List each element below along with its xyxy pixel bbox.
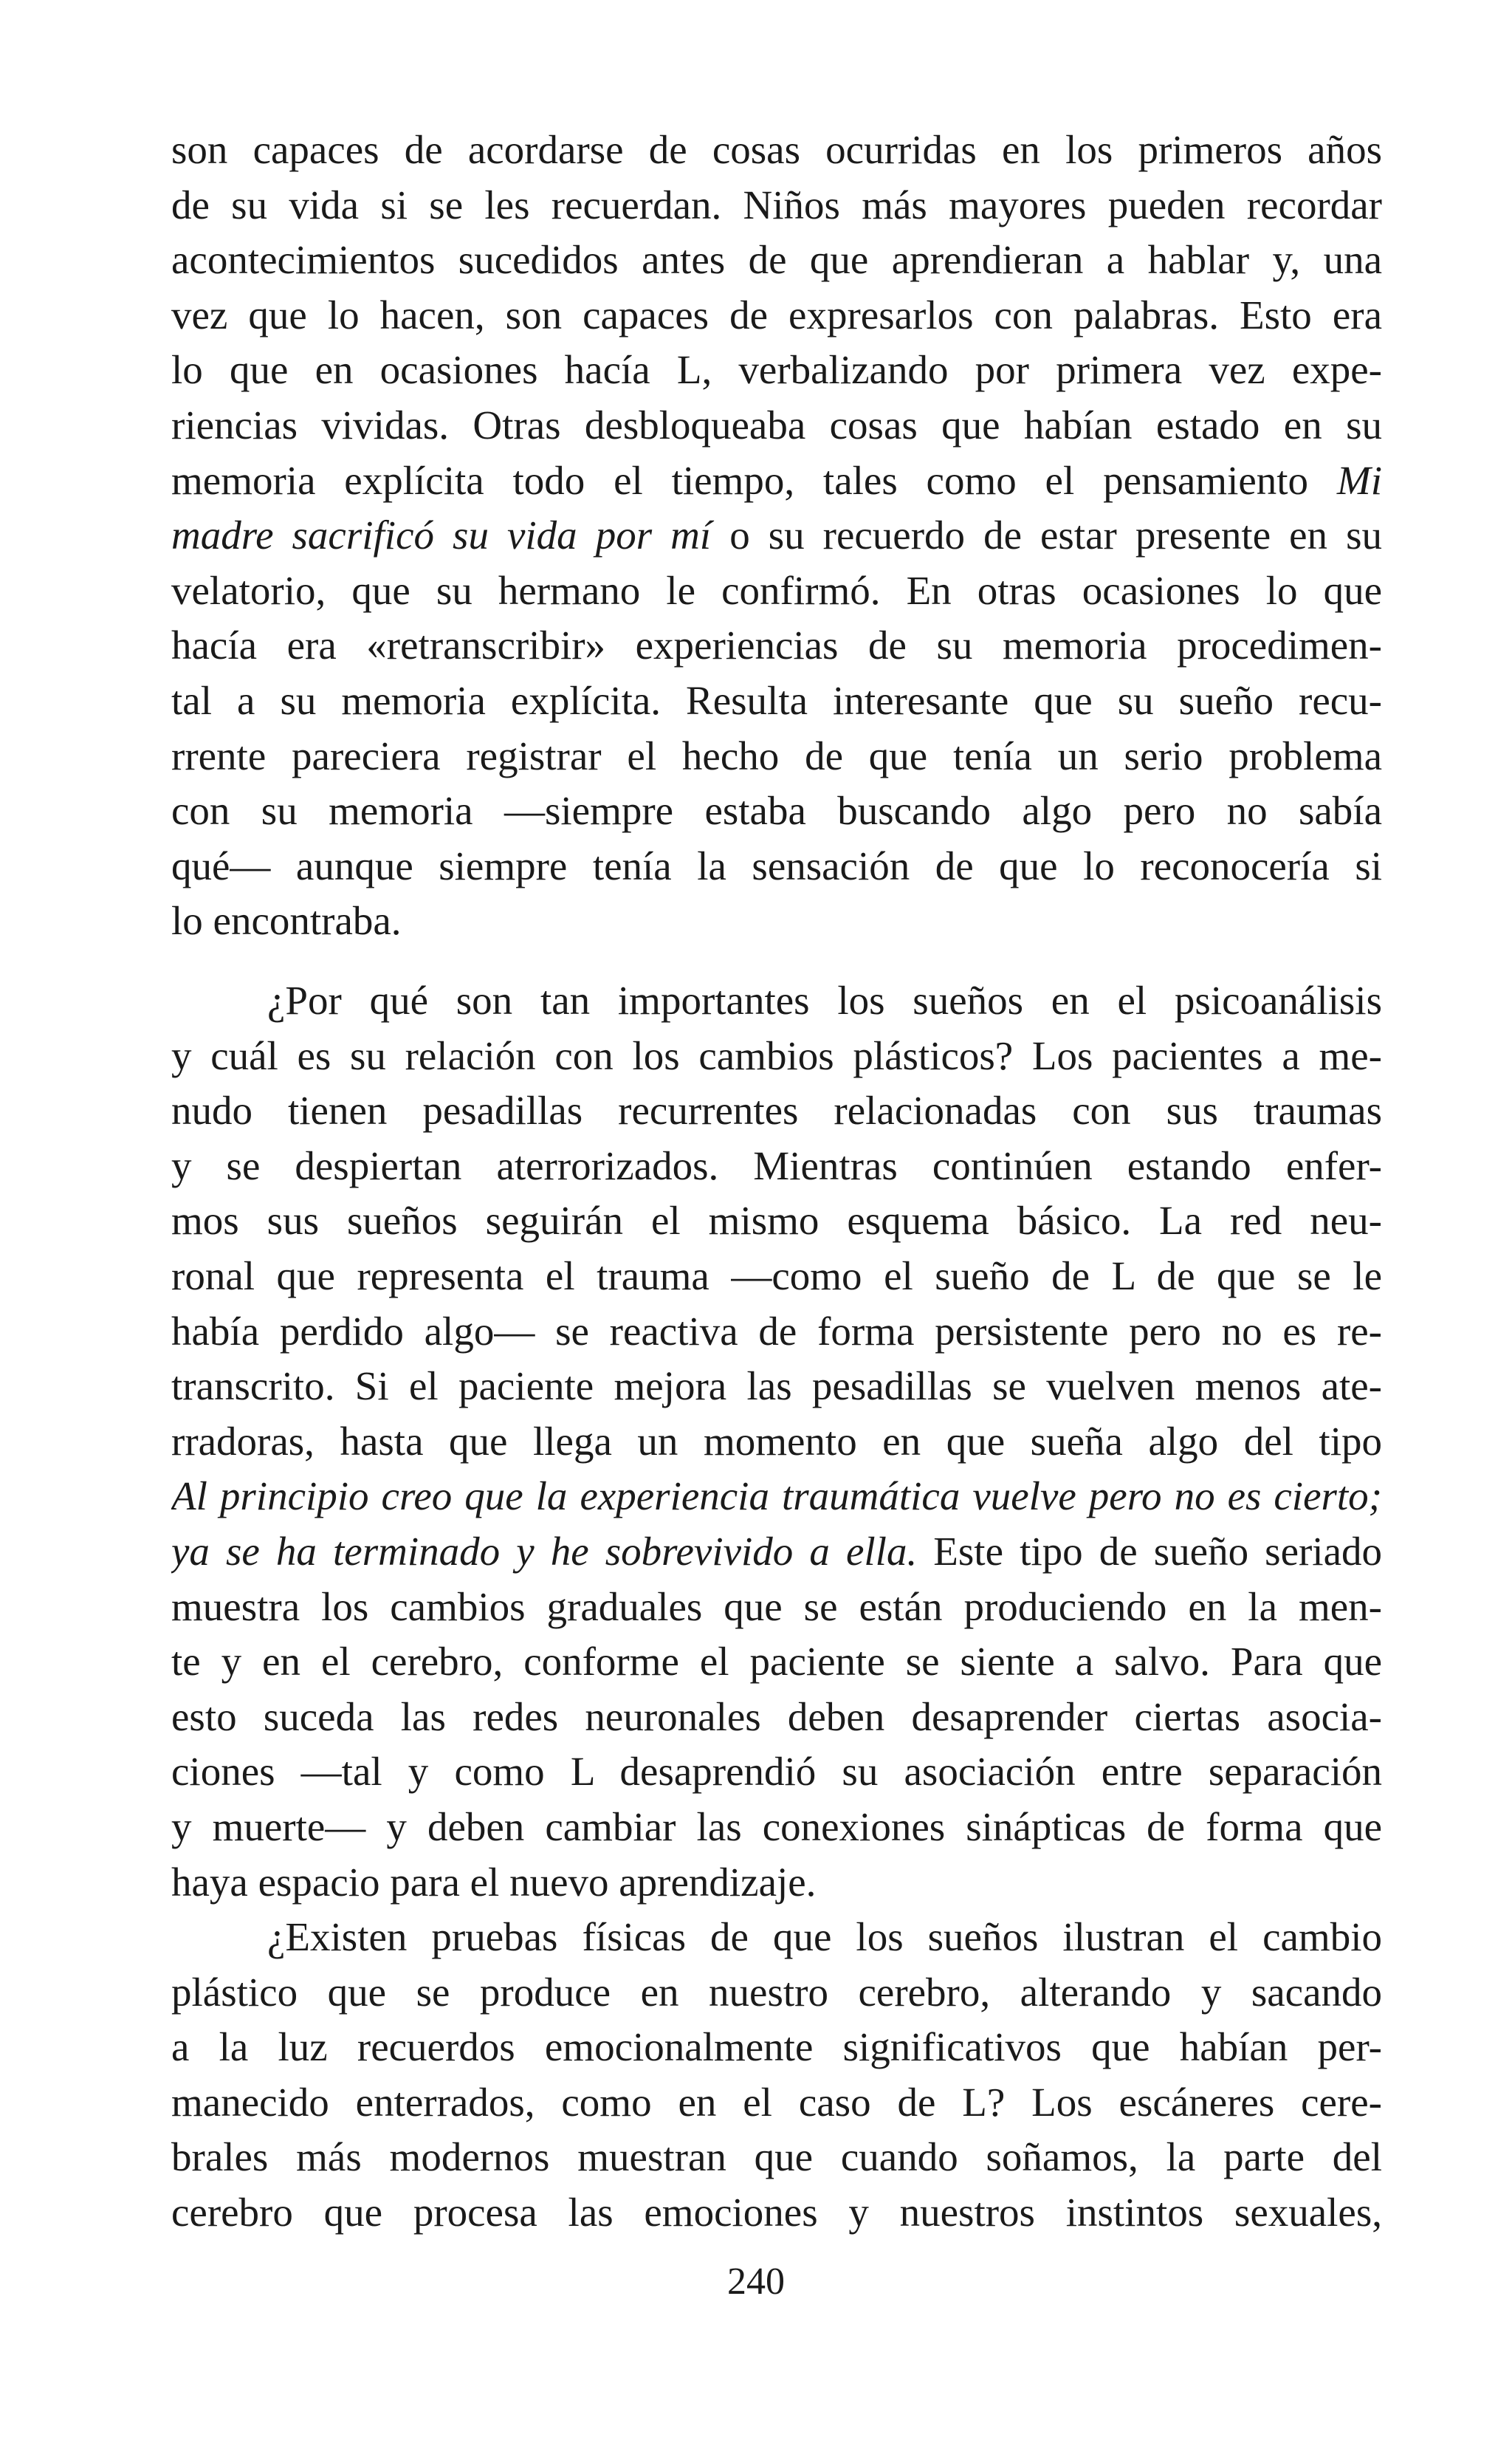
text-line: lo que en ocasiones hacía L, verbalizando por primera vez expe-	[171, 347, 1382, 393]
text-line: mos sus sueños seguirán el mismo esquema básico. La red neu-	[171, 1198, 1382, 1244]
text-line: acontecimientos sucedidos antes de que aprendieran a hablar y, una	[171, 237, 1382, 283]
text-segment: memoria explícita todo el tiempo, tales como el pensamiento	[171, 457, 1309, 503]
text-line: haya espacio para el nuevo aprendizaje.	[171, 1859, 817, 1905]
text-line: velatorio, que su hermano le confirmó. En otras ocasiones lo que	[171, 567, 1382, 613]
text-line: lo encontraba.	[171, 898, 402, 944]
text-line	[171, 1469, 1382, 1524]
text-line: te y en el cerebro, conforme el paciente se siente a salvo. Para que	[171, 1639, 1382, 1685]
text-segment: Este tipo de sueño seriado	[917, 1528, 1382, 1574]
text-line: plástico que se produce en nuestro cerebro, alterando y sacando	[171, 1969, 1382, 2015]
text-line: cerebro que procesa las emociones y nuestros instintos sexuales,	[171, 2190, 1382, 2235]
text-line: riencias vividas. Otras desbloqueaba cosas que habían estado en su	[171, 402, 1382, 448]
text-line: muestra los cambios graduales que se están produciendo en la men-	[171, 1583, 1382, 1629]
text-line: de su vida si se les recuerdan. Niños más mayores pueden recordar	[171, 182, 1382, 227]
italic-segment: ya se ha terminado y he sobrevivido a ella.	[171, 1528, 918, 1574]
italic-segment: Mi	[1336, 457, 1382, 503]
paragraph-continuation	[171, 123, 1382, 949]
text-line: brales más modernos muestran que cuando soñamos, la parte del	[171, 2134, 1382, 2180]
text-line: ciones —tal y como L desaprendió su asociación entre separación	[171, 1749, 1382, 1795]
text-line: vez que lo hacen, son capaces de expresarlos con palabras. Esto era	[171, 292, 1382, 337]
text-line	[171, 508, 1382, 563]
text-line	[171, 453, 1382, 509]
text-line: rrente pareciera registrar el hecho de que tenía un serio problema	[171, 733, 1382, 778]
italic-segment: madre sacrificó su vida por mí	[171, 513, 712, 558]
text-line: nudo tienen pesadillas recurrentes relacionadas con sus traumas	[171, 1088, 1382, 1134]
text-line	[171, 1524, 1382, 1580]
text-line: había perdido algo— se reactiva de forma persistente pero no es re-	[171, 1308, 1382, 1354]
text-line: a la luz recuerdos emocionalmente significativos que habían per-	[171, 2024, 1382, 2070]
text-line: ¿Por qué son tan importantes los sueños en el psicoanálisis	[267, 978, 1382, 1023]
text-line: son capaces de acordarse de cosas ocurridas en los primeros años	[171, 127, 1382, 172]
text-line: ronal que representa el trauma —como el sueño de L de que se le	[171, 1253, 1382, 1298]
paragraph-dreams	[171, 973, 1382, 2241]
text-line: hacía era «retranscribir» experiencias de su memoria procedimen-	[171, 623, 1382, 668]
page-number: 240	[727, 2261, 785, 2303]
text-line: manecido enterrados, como en el caso de L? Los escáneres cere-	[171, 2079, 1382, 2125]
text-segment: o su recuerdo de estar presente en su	[711, 513, 1382, 558]
text-line: y se despiertan aterrorizados. Mientras continúen estando enfer-	[171, 1142, 1382, 1188]
text-line: transcrito. Si el paciente mejora las pesadillas se vuelven menos ate-	[171, 1363, 1382, 1409]
text-line: y muerte— y deben cambiar las conexiones sinápticas de forma que	[171, 1803, 1382, 1849]
text-line: qué— aunque siempre tenía la sensación de que lo reconocería si	[171, 843, 1382, 888]
text-line: tal a su memoria explícita. Resulta interesante que su sueño recu-	[171, 677, 1382, 723]
text-line: con su memoria —siempre estaba buscando algo pero no sabía	[171, 788, 1382, 834]
text-line: rradoras, hasta que llega un momento en que sueña algo del tipo	[171, 1418, 1382, 1464]
italic-segment: Al principio creo que la experiencia traumática vuelve pero no es cierto;	[171, 1473, 1382, 1519]
text-line: ¿Existen pruebas físicas de que los sueños ilustran el cambio	[267, 1914, 1382, 1960]
text-line: esto suceda las redes neuronales deben desaprender ciertas asocia-	[171, 1693, 1382, 1739]
text-line: y cuál es su relación con los cambios plásticos? Los pacientes a me-	[171, 1032, 1382, 1078]
